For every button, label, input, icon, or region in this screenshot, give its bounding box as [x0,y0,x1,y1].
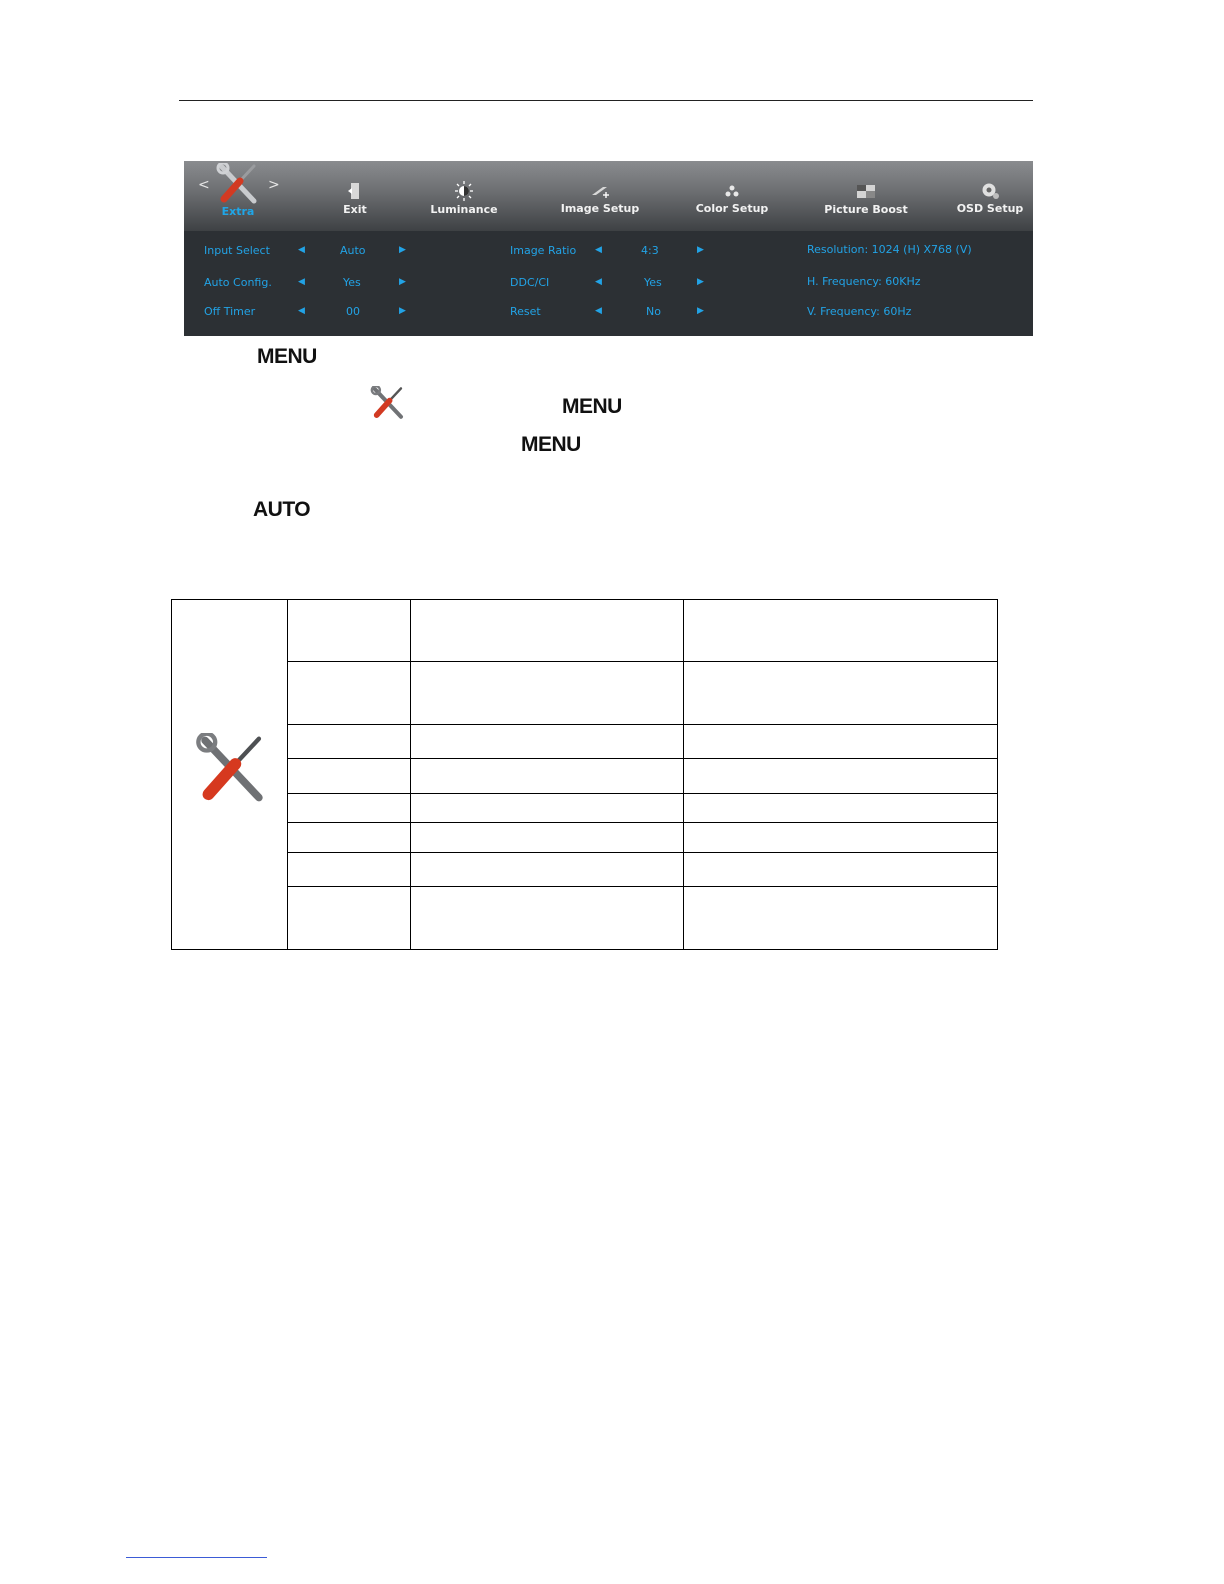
table-row-divider [287,822,998,823]
menu-key-label-1: MENU [257,345,317,368]
image-ratio-label: Image Ratio [510,244,577,257]
exit-icon [344,181,366,201]
menu-key-label-3: MENU [521,433,581,456]
table-col-divider [287,599,288,950]
auto-config-right-arrow[interactable]: ▶ [399,277,406,287]
tab-extra-label: Extra [221,205,255,218]
reset-value: No [646,305,661,318]
table-col-divider [410,599,411,950]
nav-left-arrow[interactable]: < [198,177,210,193]
tab-exit-label: Exit [343,203,367,216]
tab-color-setup[interactable] [692,161,772,231]
tab-exit[interactable] [330,161,380,231]
tab-luminance[interactable] [426,161,502,231]
auto-key-label: AUTO [253,498,311,521]
tab-image-setup-label: Image Setup [560,202,640,215]
input-select-right-arrow[interactable]: ▶ [399,245,406,255]
table-row-divider [287,793,998,794]
image-ratio-value: 4:3 [641,244,659,257]
table-col-divider [683,599,684,950]
ddc-ci-left-arrow[interactable]: ◀ [595,277,602,287]
menu-key-label-2: MENU [562,395,622,418]
off-timer-left-arrow[interactable]: ◀ [298,306,305,316]
resolution-info: Resolution: 1024 (H) X768 (V) [807,243,972,256]
nav-right-arrow[interactable]: > [268,177,280,193]
color-setup-icon [721,181,743,201]
ddc-ci-label: DDC/CI [510,276,550,289]
tab-picture-boost-label: Picture Boost [824,203,908,216]
table-border-right [997,599,998,950]
osd-tab-bar [184,161,1033,231]
table-border-top [171,599,998,600]
ddc-ci-value: Yes [644,276,662,289]
tab-extra[interactable] [212,161,264,231]
table-row-divider [287,724,998,725]
off-timer-right-arrow[interactable]: ▶ [399,306,406,316]
reset-label: Reset [510,305,541,318]
osd-options-panel [184,231,1033,336]
image-ratio-left-arrow[interactable]: ◀ [595,245,602,255]
v-frequency-info: V. Frequency: 60Hz [807,305,912,318]
ddc-ci-right-arrow[interactable]: ▶ [697,277,704,287]
input-select-left-arrow[interactable]: ◀ [298,245,305,255]
luminance-icon [453,181,475,201]
image-setup-icon [589,181,611,201]
tab-color-setup-label: Color Setup [695,202,769,215]
header-rule [179,100,1033,101]
tab-luminance-label: Luminance [430,203,498,216]
osd-setup-icon [979,181,1001,201]
tab-image-setup[interactable] [558,161,642,231]
image-ratio-right-arrow[interactable]: ▶ [697,245,704,255]
tools-icon [195,733,269,805]
tab-osd-setup-label: OSD Setup [956,202,1024,215]
table-row-divider [287,758,998,759]
table-row-divider [287,661,998,662]
picture-boost-icon [855,181,877,201]
tab-picture-boost[interactable] [822,161,910,231]
input-select-label: Input Select [204,244,270,257]
reset-left-arrow[interactable]: ◀ [595,306,602,316]
auto-config-left-arrow[interactable]: ◀ [298,277,305,287]
h-frequency-info: H. Frequency: 60KHz [807,275,921,288]
tools-icon [370,386,406,420]
table-row-divider [287,886,998,887]
tools-icon [216,163,260,205]
off-timer-value: 00 [346,305,360,318]
footer-link-underline [126,1557,267,1558]
off-timer-label: Off Timer [204,305,256,318]
reset-right-arrow[interactable]: ▶ [697,306,704,316]
tab-osd-setup[interactable] [956,161,1024,231]
input-select-value: Auto [340,244,366,257]
auto-config-label: Auto Config. [204,276,272,289]
table-row-divider [287,852,998,853]
table-border-left [171,599,172,950]
table-border-bottom [171,949,998,950]
osd-menu [184,161,1033,336]
auto-config-value: Yes [343,276,361,289]
